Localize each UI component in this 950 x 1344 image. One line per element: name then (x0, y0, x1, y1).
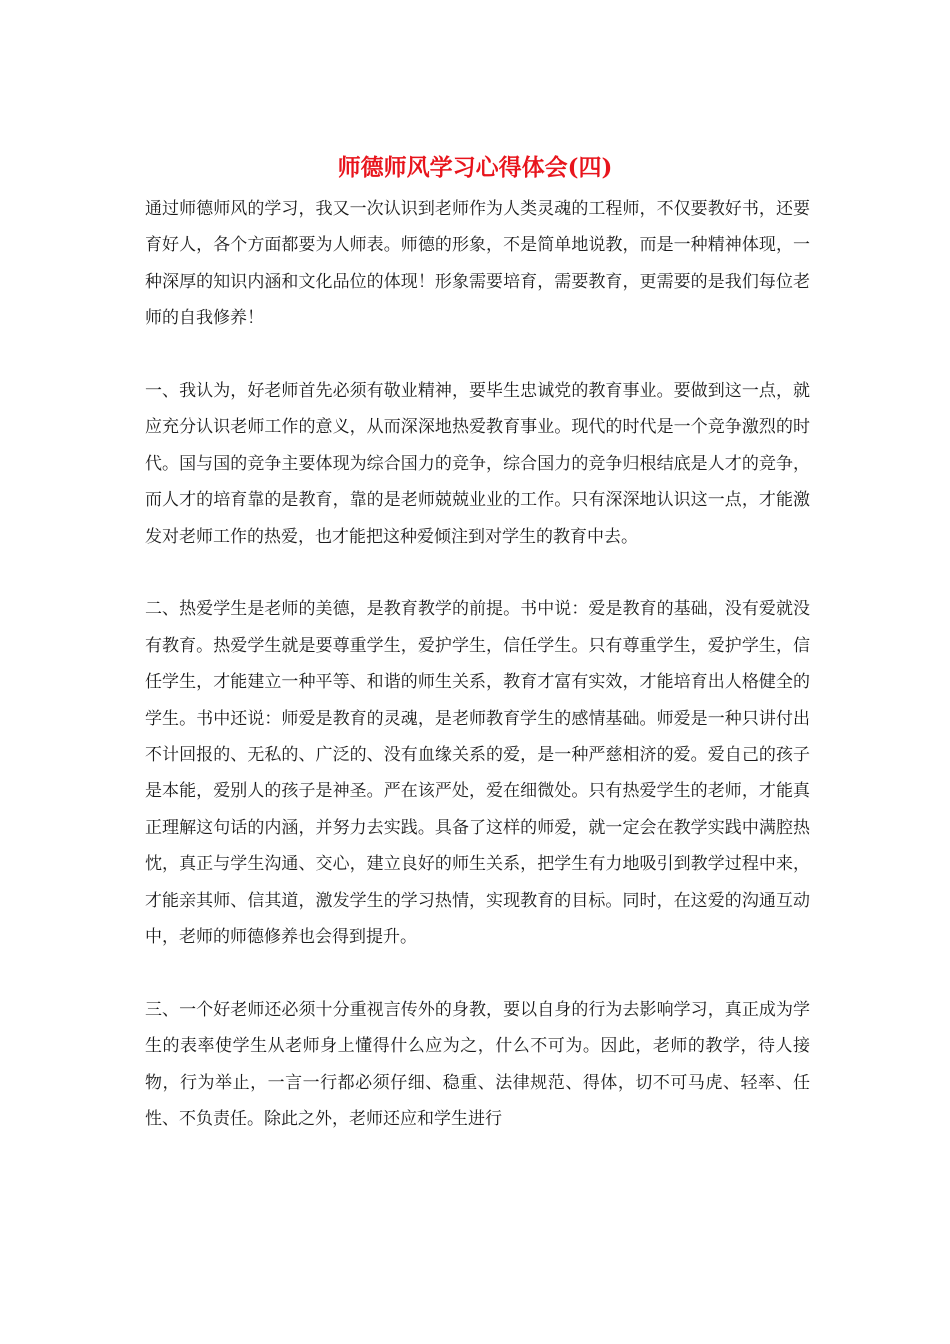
document-title: 师德师风学习心得体会(四) (337, 154, 613, 181)
paragraph-intro: 通过师德师风的学习，我又一次认识到老师作为人类灵魂的工程师，不仅要教好书，还要育好人，各个方面都要为人师表。师德的形象，不是简单地说教，而是一种精神体现，一种深厚的知识内涵和文化品位的体现！形象需要培育，需要教育，更需要的是我们每位老师的自我修养！ (145, 199, 810, 329)
paragraph-gap (145, 337, 810, 373)
document-body (145, 191, 810, 1138)
paragraph-point-two: 二、热爱学生是老师的美德，是教育教学的前提。书中说：爱是教育的基础，没有爱就没有教育。热爱学生就是要尊重学生，爱护学生，信任学生。只有尊重学生，爱护学生，信任学生，才能建立一种平等、和谐的师生关系，教育才富有实效，才能培育出人格健全的学生。书中还说：师爱是教育的灵魂，是老师教育学生的感情基础。师爱是一种只讲付出不计回报的、无私的、广泛的、没有血缘关系的爱，是一种严慈相济的爱。爱自己的孩子是本能，爱别人的孩子是神圣。严在该严处，爱在细微处。只有热爱学生的老师，才能真正理解这句话的内涵，并努力去实践。具备了这样的师爱，就一定会在教学实践中满腔热忱，真正与学生沟通、交心，建立良好的师生关系，把学生有力地吸引到教学过程中来，才能亲其师、信其道，激发学生的学习热情，实现教育的目标。同时，在这爱的沟通互动中，老师的师德修养也会得到提升。 (145, 599, 810, 948)
paragraph-point-three: 三、一个好老师还必须十分重视言传外的身教，要以自身的行为去影响学习，真正成为学生的表率使学生从老师身上懂得什么应为之，什么不可为。因此，老师的教学，待人接物，行为举止，一言一行都必须仔细、稳重、法律规范、得体，切不可马虎、轻率、任性、不负责任。除此之外，老师还应和学生进行 (145, 999, 810, 1130)
paragraph-gap (145, 555, 810, 591)
paragraph-point-one: 一、我认为，好老师首先必须有敬业精神，要毕生忠诚党的教育事业。要做到这一点，就应充分认识老师工作的意义，从而深深地热爱教育事业。现代的时代是一个竞争激烈的时代。国与国的竞争主要体现为综合国力的竞争，综合国力的竞争归根结底是人才的竞争，而人才的培育靠的是教育，靠的是老师兢兢业业的工作。只有深深地认识这一点，才能激发对老师工作的热爱，也才能把这种爱倾注到对学生的教育中去。 (145, 381, 810, 547)
paragraph-gap (145, 956, 810, 992)
